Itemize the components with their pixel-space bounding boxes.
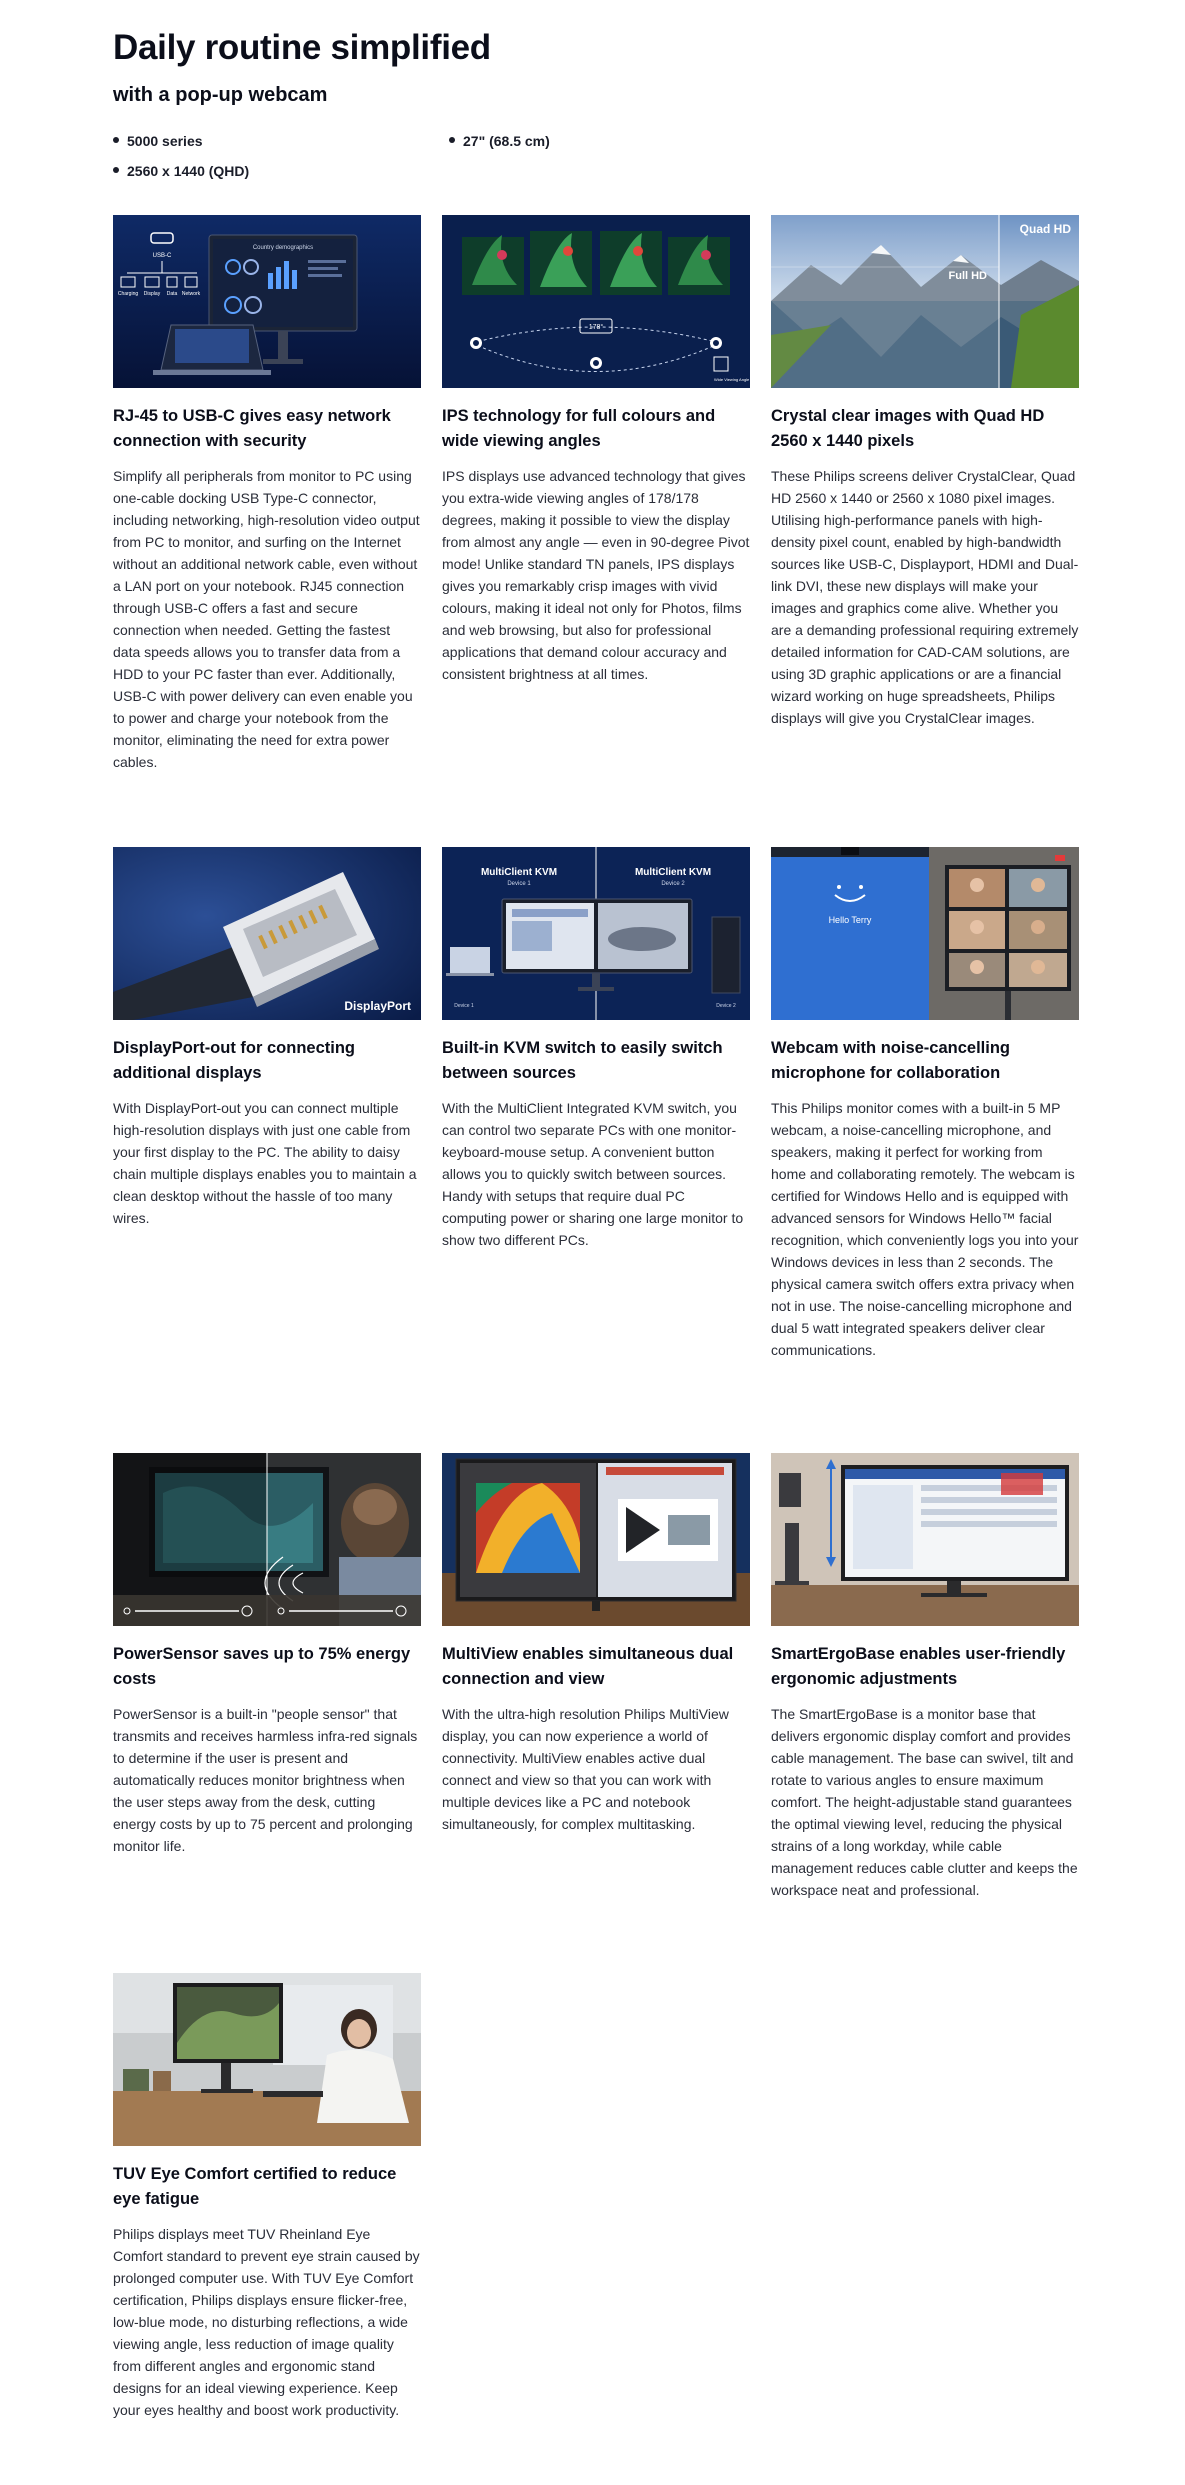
feature-body: With DisplayPort-out you can connect multiple high-resolution displays with just one cable from your first display to the PC. The ability to daisy chain multiple displays enables you to maintain a clean desktop without the hassle of too many wires. bbox=[113, 1100, 417, 1226]
feature-image-multiview bbox=[442, 1453, 750, 1626]
feature-title: MultiView enables simultaneous dual connection and view bbox=[442, 1645, 734, 1688]
feature-image-quad-hd bbox=[771, 215, 1079, 388]
feature-title: PowerSensor saves up to 75% energy costs bbox=[113, 1645, 411, 1688]
image-label-hello: Hello Terry bbox=[828, 915, 872, 925]
image-label-displayport: DisplayPort bbox=[344, 999, 411, 1013]
image-label-usb-c: USB-C bbox=[152, 253, 172, 259]
image-label-device-2: Device 2 bbox=[661, 881, 685, 887]
feature-title: Crystal clear images with Quad HD 2560 x 1440 pixels bbox=[771, 407, 1045, 450]
image-label-demographics: Country demographics bbox=[252, 245, 314, 251]
feature-card-displayport bbox=[113, 847, 421, 1229]
feature-card-kvm bbox=[442, 847, 750, 1251]
image-label-kvm-1: MultiClient KVM bbox=[480, 867, 558, 878]
feature-card-smartergobase bbox=[771, 1453, 1079, 1901]
feature-image-ips bbox=[442, 215, 750, 388]
image-label-display: Display bbox=[143, 291, 161, 297]
image-label-network: Network bbox=[181, 291, 201, 297]
image-label-device-1-bottom: Device 1 bbox=[454, 1003, 474, 1009]
feature-card-usb-c bbox=[113, 215, 421, 773]
feature-image-powersensor bbox=[113, 1453, 421, 1626]
image-label-quad-hd: Quad HD bbox=[1019, 222, 1071, 236]
page-subtitle: with a pop-up webcam bbox=[113, 84, 328, 106]
feature-body: These Philips screens deliver CrystalClear, Quad HD 2560 x 1440 or 2560 x 1080 pixel images. Utilising high-performance panels with high-density pixel count, enabled by high-bandwidth sources like USB-C, Displayport, HDMI and Dual-link DVI, these new displays will make your images and graphics come alive. Whether you are a demanding professional requiring extremely detailed information for CAD-CAM solutions, are using 3D graphic applications or are a financial wizard working on huge spreadsheets, Philips displays will give you CrystalClear images. bbox=[771, 468, 1079, 726]
spec-resolution: 2560 x 1440 (QHD) bbox=[113, 163, 249, 179]
image-label-kvm-2: MultiClient KVM bbox=[634, 867, 712, 878]
feature-card-quad-hd bbox=[771, 215, 1079, 729]
image-label-full-hd: Full HD bbox=[948, 270, 987, 282]
feature-card-webcam bbox=[771, 847, 1079, 1361]
image-label-wide-angle: Wide Viewing Angle bbox=[714, 377, 750, 382]
feature-body: PowerSensor is a built-in "people sensor" that transmits and receives harmless infra-red signals to determine if the user is present and automatically reduces monitor brightness when the user steps away from the desk, cutting energy costs by up to 75 percent and prolonging monitor life. bbox=[113, 1706, 418, 1854]
feature-title: Webcam with noise-cancelling microphone for collaboration bbox=[771, 1039, 1011, 1082]
feature-body: Simplify all peripherals from monitor to PC using one-cable docking USB Type-C connector, including networking, high-resolution video output from PC to monitor, and surfing on the Internet without an additional network cable, even without a LAN port on your notebook. RJ45 connection through USB-C offers a fast and secure connection when needed. Getting the fastest data speeds allows you to transfer data from a HDD to your PC faster than ever. Additionally, USB-C with power delivery can even enable you to power and charge your notebook from the monitor, eliminating the need for extra power cables. bbox=[113, 468, 420, 770]
feature-card-multiview bbox=[442, 1453, 750, 1835]
feature-image-tuv bbox=[113, 1973, 421, 2146]
feature-title: IPS technology for full colours and wide viewing angles bbox=[442, 407, 716, 450]
feature-body: Philips displays meet TUV Rheinland Eye Comfort standard to prevent eye strain caused by prolonged computer use. With TUV Eye Comfort certification, Philips displays ensure flicker-free, low-blue mode, no disturbing reflections, a wide viewing angle, less reduction of image quality from different angles and ergonomic stand designs for an ideal viewing experience. Keep your eyes healthy and boost work productivity. bbox=[113, 2226, 420, 2418]
feature-body: With the MultiClient Integrated KVM switch, you can control two separate PCs with one monitor-keyboard-mouse setup. A convenient button allows you to quickly switch between sources. Handy with setups that require dual PC computing power or sharing one large monitor to show two different PCs. bbox=[442, 1100, 744, 1248]
feature-image-smartergobase bbox=[771, 1453, 1079, 1626]
image-label-angle: 178° bbox=[588, 324, 604, 331]
feature-title: RJ-45 to USB-C gives easy network connection with security bbox=[113, 407, 391, 450]
feature-card-powersensor bbox=[113, 1453, 421, 1857]
image-label-device-2-bottom: Device 2 bbox=[716, 1003, 736, 1009]
feature-title: DisplayPort-out for connecting additional displays bbox=[113, 1039, 356, 1082]
page-title: Daily routine simplified bbox=[113, 28, 491, 67]
feature-image-webcam bbox=[771, 847, 1079, 1020]
feature-body: With the ultra-high resolution Philips MultiView display, you can now experience a world of connectivity. MultiView enables active dual connect and view so that you can work with multiple devices like a PC and notebook simultaneously, for complex multitasking. bbox=[442, 1706, 729, 1832]
feature-title: TUV Eye Comfort certified to reduce eye fatigue bbox=[113, 2165, 397, 2208]
feature-image-kvm bbox=[442, 847, 750, 1020]
image-label-device-1: Device 1 bbox=[507, 881, 531, 887]
feature-card-ips bbox=[442, 215, 750, 685]
feature-title: Built-in KVM switch to easily switch between sources bbox=[442, 1039, 723, 1082]
spec-size: 27" (68.5 cm) bbox=[449, 133, 550, 149]
feature-body: IPS displays use advanced technology that gives you extra-wide viewing angles of 178/178 degrees, making it possible to view the display from almost any angle — even in 90-degree Pivot mode! Unlike standard TN panels, IPS displays gives you remarkably crisp images with vivid colours, making it ideal not only for Photos, films and web browsing, but also for professional applications that demand colour accuracy and consistent brightness at all times. bbox=[442, 468, 750, 682]
feature-body: The SmartErgoBase is a monitor base that delivers ergonomic display comfort and provides cable management. The base can swivel, tilt and rotate to various angles to ensure maximum comfort. The height-adjustable stand guarantees the optimal viewing level, reducing the physical strains of a long workday, while cable management reduces cable clutter and keeps the workspace neat and professional. bbox=[771, 1706, 1078, 1898]
feature-body: This Philips monitor comes with a built-in 5 MP webcam, a noise-cancelling microphone, and speakers, making it perfect for working from home and collaborating remotely. The webcam is certified for Windows Hello and is equipped with advanced sensors for Windows Hello™ facial recognition, which conveniently logs you into your Windows devices in less than 2 seconds. The physical camera switch offers extra privacy when not in use. The noise-cancelling microphone and dual 5 watt integrated speakers deliver clear communications. bbox=[771, 1100, 1079, 1358]
feature-image-usb-c bbox=[113, 215, 421, 388]
spec-series: 5000 series bbox=[113, 133, 203, 149]
image-label-data: Data bbox=[166, 291, 178, 297]
feature-title: SmartErgoBase enables user-friendly ergonomic adjustments bbox=[771, 1645, 1066, 1688]
image-label-charging: Charging bbox=[117, 291, 139, 297]
feature-card-tuv bbox=[113, 1973, 421, 2421]
feature-image-displayport bbox=[113, 847, 421, 1020]
